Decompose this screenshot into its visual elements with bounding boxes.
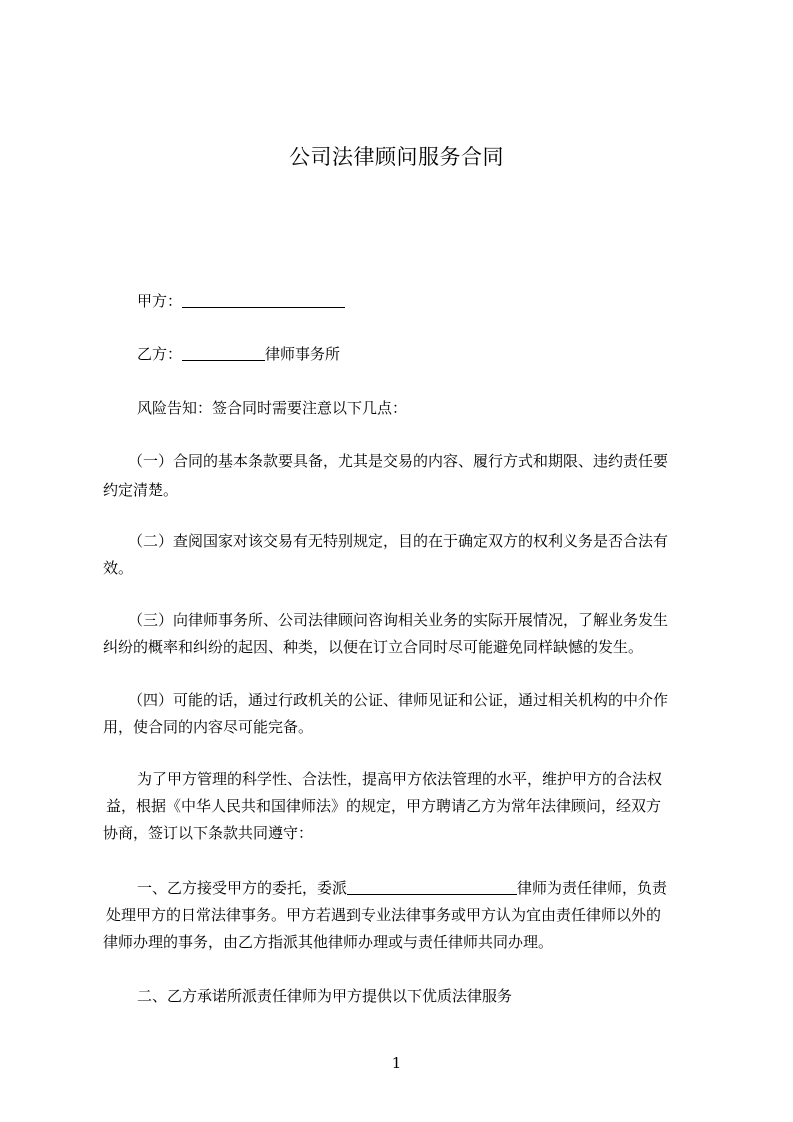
risk-3-line2: 纠纷的概率和纠纷的起因、种类，以便在订立合同时尽可能避免同样缺憾的发生。 (103, 638, 644, 656)
party-b-label: 乙方： (137, 345, 183, 363)
clause-1-prefix: 一、乙方接受甲方的委托，委派 (137, 879, 348, 897)
risk-1-line1: （一）合同的基本条款要具备，尤其是交易的内容、履行方式和期限、违约责任要 (128, 452, 669, 470)
lawyer-name-blank (347, 880, 517, 895)
party-a-line (137, 291, 737, 311)
risk-3-line1: （三）向律师事务所、公司法律顾问咨询相关业务的实际开展情况，了解业务发生 (128, 611, 669, 629)
party-a-blank (182, 293, 345, 308)
clause-1-suffix: 律师为责任律师，负责 (517, 879, 668, 897)
risk-4-line2: 用，使合同的内容尽可能完备。 (103, 718, 314, 736)
party-b-suffix: 律师事务所 (265, 345, 341, 363)
clause-1-line2: 处理甲方的日常法律事务。甲方若遇到专业法律事务或甲方认为宜由责任律师以外的 (106, 906, 662, 924)
intro-line2: 益，根据《中华人民共和国律师法》的规定，甲方聘请乙方为常年法律顾问，经双方 (106, 797, 662, 815)
party-b-line (137, 344, 737, 364)
document-title: 公司法律顾问服务合同 (289, 145, 504, 169)
clause-2: 二、乙方承诺所派责任律师为甲方提供以下优质法律服务 (137, 987, 513, 1005)
clause-1-line3: 律师办理的事务，由乙方指派其他律师办理或与责任律师共同办理。 (103, 933, 554, 951)
intro-line3: 协商，签订以下条款共同遵守： (103, 824, 314, 842)
risk-2-line1: （二）查阅国家对该交易有无特别规定，目的在于确定双方的权利义务是否合法有 (128, 532, 669, 550)
risk-1-line2: 约定清楚。 (103, 481, 179, 499)
risk-heading: 风险告知：签合同时需要注意以下几点： (137, 399, 408, 417)
risk-2-line2: 效。 (103, 559, 134, 577)
party-b-blank (182, 346, 265, 361)
clause-1-line1 (137, 878, 737, 898)
page-number: 1 (391, 1054, 402, 1072)
risk-4-line1: （四）可能的话，通过行政机关的公证、律师见证和公证，通过相关机构的中介作 (128, 691, 669, 709)
intro-line1: 为了甲方管理的科学性、合法性，提高甲方依法管理的水平，维护甲方的合法权 (137, 770, 663, 788)
party-a-label: 甲方： (137, 292, 183, 310)
